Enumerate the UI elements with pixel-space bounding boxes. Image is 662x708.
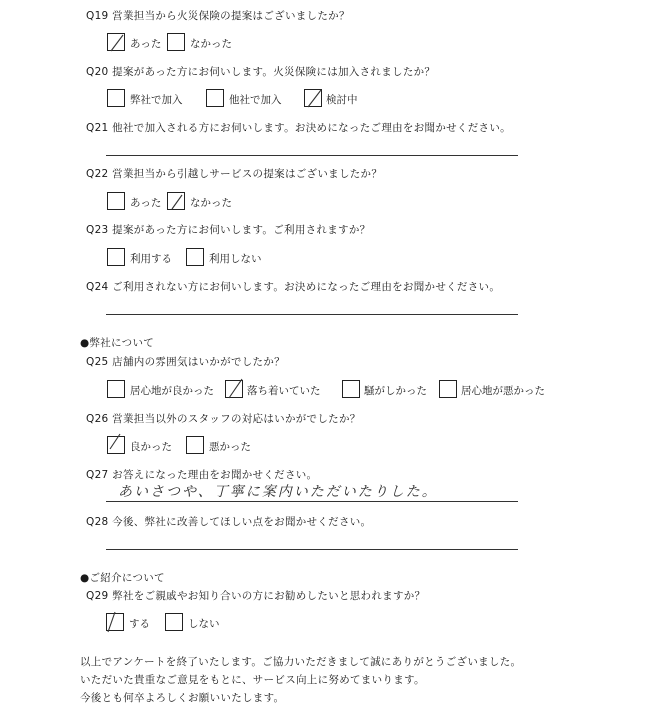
- q23-option-1-label: 利用する: [130, 253, 172, 265]
- q20-text: Q20 提案があった方にお伺いします。火災保険には加入されましたか？: [86, 66, 436, 78]
- q29-option-2-label: しない: [188, 618, 220, 630]
- q24-text: Q24 ご利用されない方にお伺いします。お決めになったご理由をお聞かせください。: [86, 281, 501, 293]
- q26-option-1-checkbox[interactable]: [107, 436, 125, 454]
- check-mark-icon: [166, 189, 188, 213]
- section-heading-company: ●弊社について: [80, 337, 155, 349]
- q29-text: Q29 弊社をご親戚やお知り合いの方にお勧めしたいと思われますか？: [86, 590, 426, 602]
- q20-option-1-checkbox[interactable]: [107, 89, 125, 107]
- q19-option-1-checkbox[interactable]: [107, 33, 125, 51]
- q25-option-2-checkbox[interactable]: [225, 380, 243, 398]
- q25-text: Q25 店舗内の雰囲気はいかがでしたか？: [86, 356, 285, 368]
- q19-option-1-label: あった: [130, 38, 162, 50]
- q20-option-1-label: 弊社で加入: [130, 94, 183, 106]
- q27-answer-line[interactable]: [106, 501, 518, 502]
- q21-answer-line[interactable]: [106, 155, 518, 156]
- check-mark-icon: [105, 610, 127, 634]
- q25-option-3-checkbox[interactable]: [342, 380, 360, 398]
- q19-option-2-label: なかった: [190, 38, 232, 50]
- q19-option-2-checkbox[interactable]: [167, 33, 185, 51]
- q29-option-1-label: する: [129, 618, 150, 630]
- q26-option-2-label: 悪かった: [209, 441, 251, 453]
- q20-option-2-checkbox[interactable]: [206, 89, 224, 107]
- q20-option-3-label: 検討中: [326, 94, 358, 106]
- q23-option-1-checkbox[interactable]: [107, 248, 125, 266]
- q27-text: Q27 お答えになった理由をお聞かせください。: [86, 469, 318, 481]
- q23-option-2-checkbox[interactable]: [186, 248, 204, 266]
- closing-line-1: 以上でアンケートを終了いたします。ご協力いただきまして誠にありがとうございました。: [80, 656, 522, 668]
- q25-option-1-checkbox[interactable]: [107, 380, 125, 398]
- closing-line-3: 今後とも何卒よろしくお願いいたします。: [80, 692, 285, 704]
- check-mark-icon: [106, 30, 128, 54]
- q26-option-1-label: 良かった: [130, 441, 172, 453]
- q25-option-4-checkbox[interactable]: [439, 380, 457, 398]
- q25-option-4-label: 居心地が悪かった: [461, 385, 545, 397]
- q22-option-1-label: あった: [130, 197, 162, 209]
- q22-option-2-checkbox[interactable]: [167, 192, 185, 210]
- q29-option-2-checkbox[interactable]: [165, 613, 183, 631]
- check-mark-icon: [106, 433, 128, 457]
- q20-option-3-checkbox[interactable]: [304, 89, 322, 107]
- q27-handwritten-answer: あいさつや、丁寧に案内いただいたりした。: [118, 484, 438, 500]
- q23-option-2-label: 利用しない: [209, 253, 262, 265]
- q29-option-1-checkbox[interactable]: [106, 613, 124, 631]
- q19-text: Q19 営業担当から火災保険の提案はございましたか？: [86, 10, 350, 22]
- q22-option-1-checkbox[interactable]: [107, 192, 125, 210]
- q26-option-2-checkbox[interactable]: [186, 436, 204, 454]
- q20-option-2-label: 他社で加入: [229, 94, 282, 106]
- q22-option-2-label: なかった: [190, 197, 232, 209]
- q26-text: Q26 営業担当以外のスタッフの対応はいかがでしたか？: [86, 413, 361, 425]
- q23-text: Q23 提案があった方にお伺いします。ご利用されますか？: [86, 224, 371, 236]
- check-mark-icon: [303, 86, 325, 110]
- q24-answer-line[interactable]: [106, 314, 518, 315]
- q25-option-2-label: 落ち着いていた: [247, 385, 321, 397]
- check-mark-icon: [224, 377, 246, 401]
- q21-text: Q21 他社で加入される方にお伺いします。お決めになったご理由をお聞かせください。: [86, 122, 511, 134]
- q25-option-1-label: 居心地が良かった: [130, 385, 214, 397]
- q28-answer-line[interactable]: [106, 549, 518, 550]
- closing-line-2: いただいた貴重なご意見をもとに、サービス向上に努めてまいります。: [80, 674, 425, 686]
- q25-option-3-label: 騒がしかった: [364, 385, 427, 397]
- section-heading-referral: ●ご紹介について: [80, 572, 165, 584]
- q28-text: Q28 今後、弊社に改善してほしい点をお聞かせください。: [86, 516, 372, 528]
- q22-text: Q22 営業担当から引越しサービスの提案はございましたか？: [86, 168, 383, 180]
